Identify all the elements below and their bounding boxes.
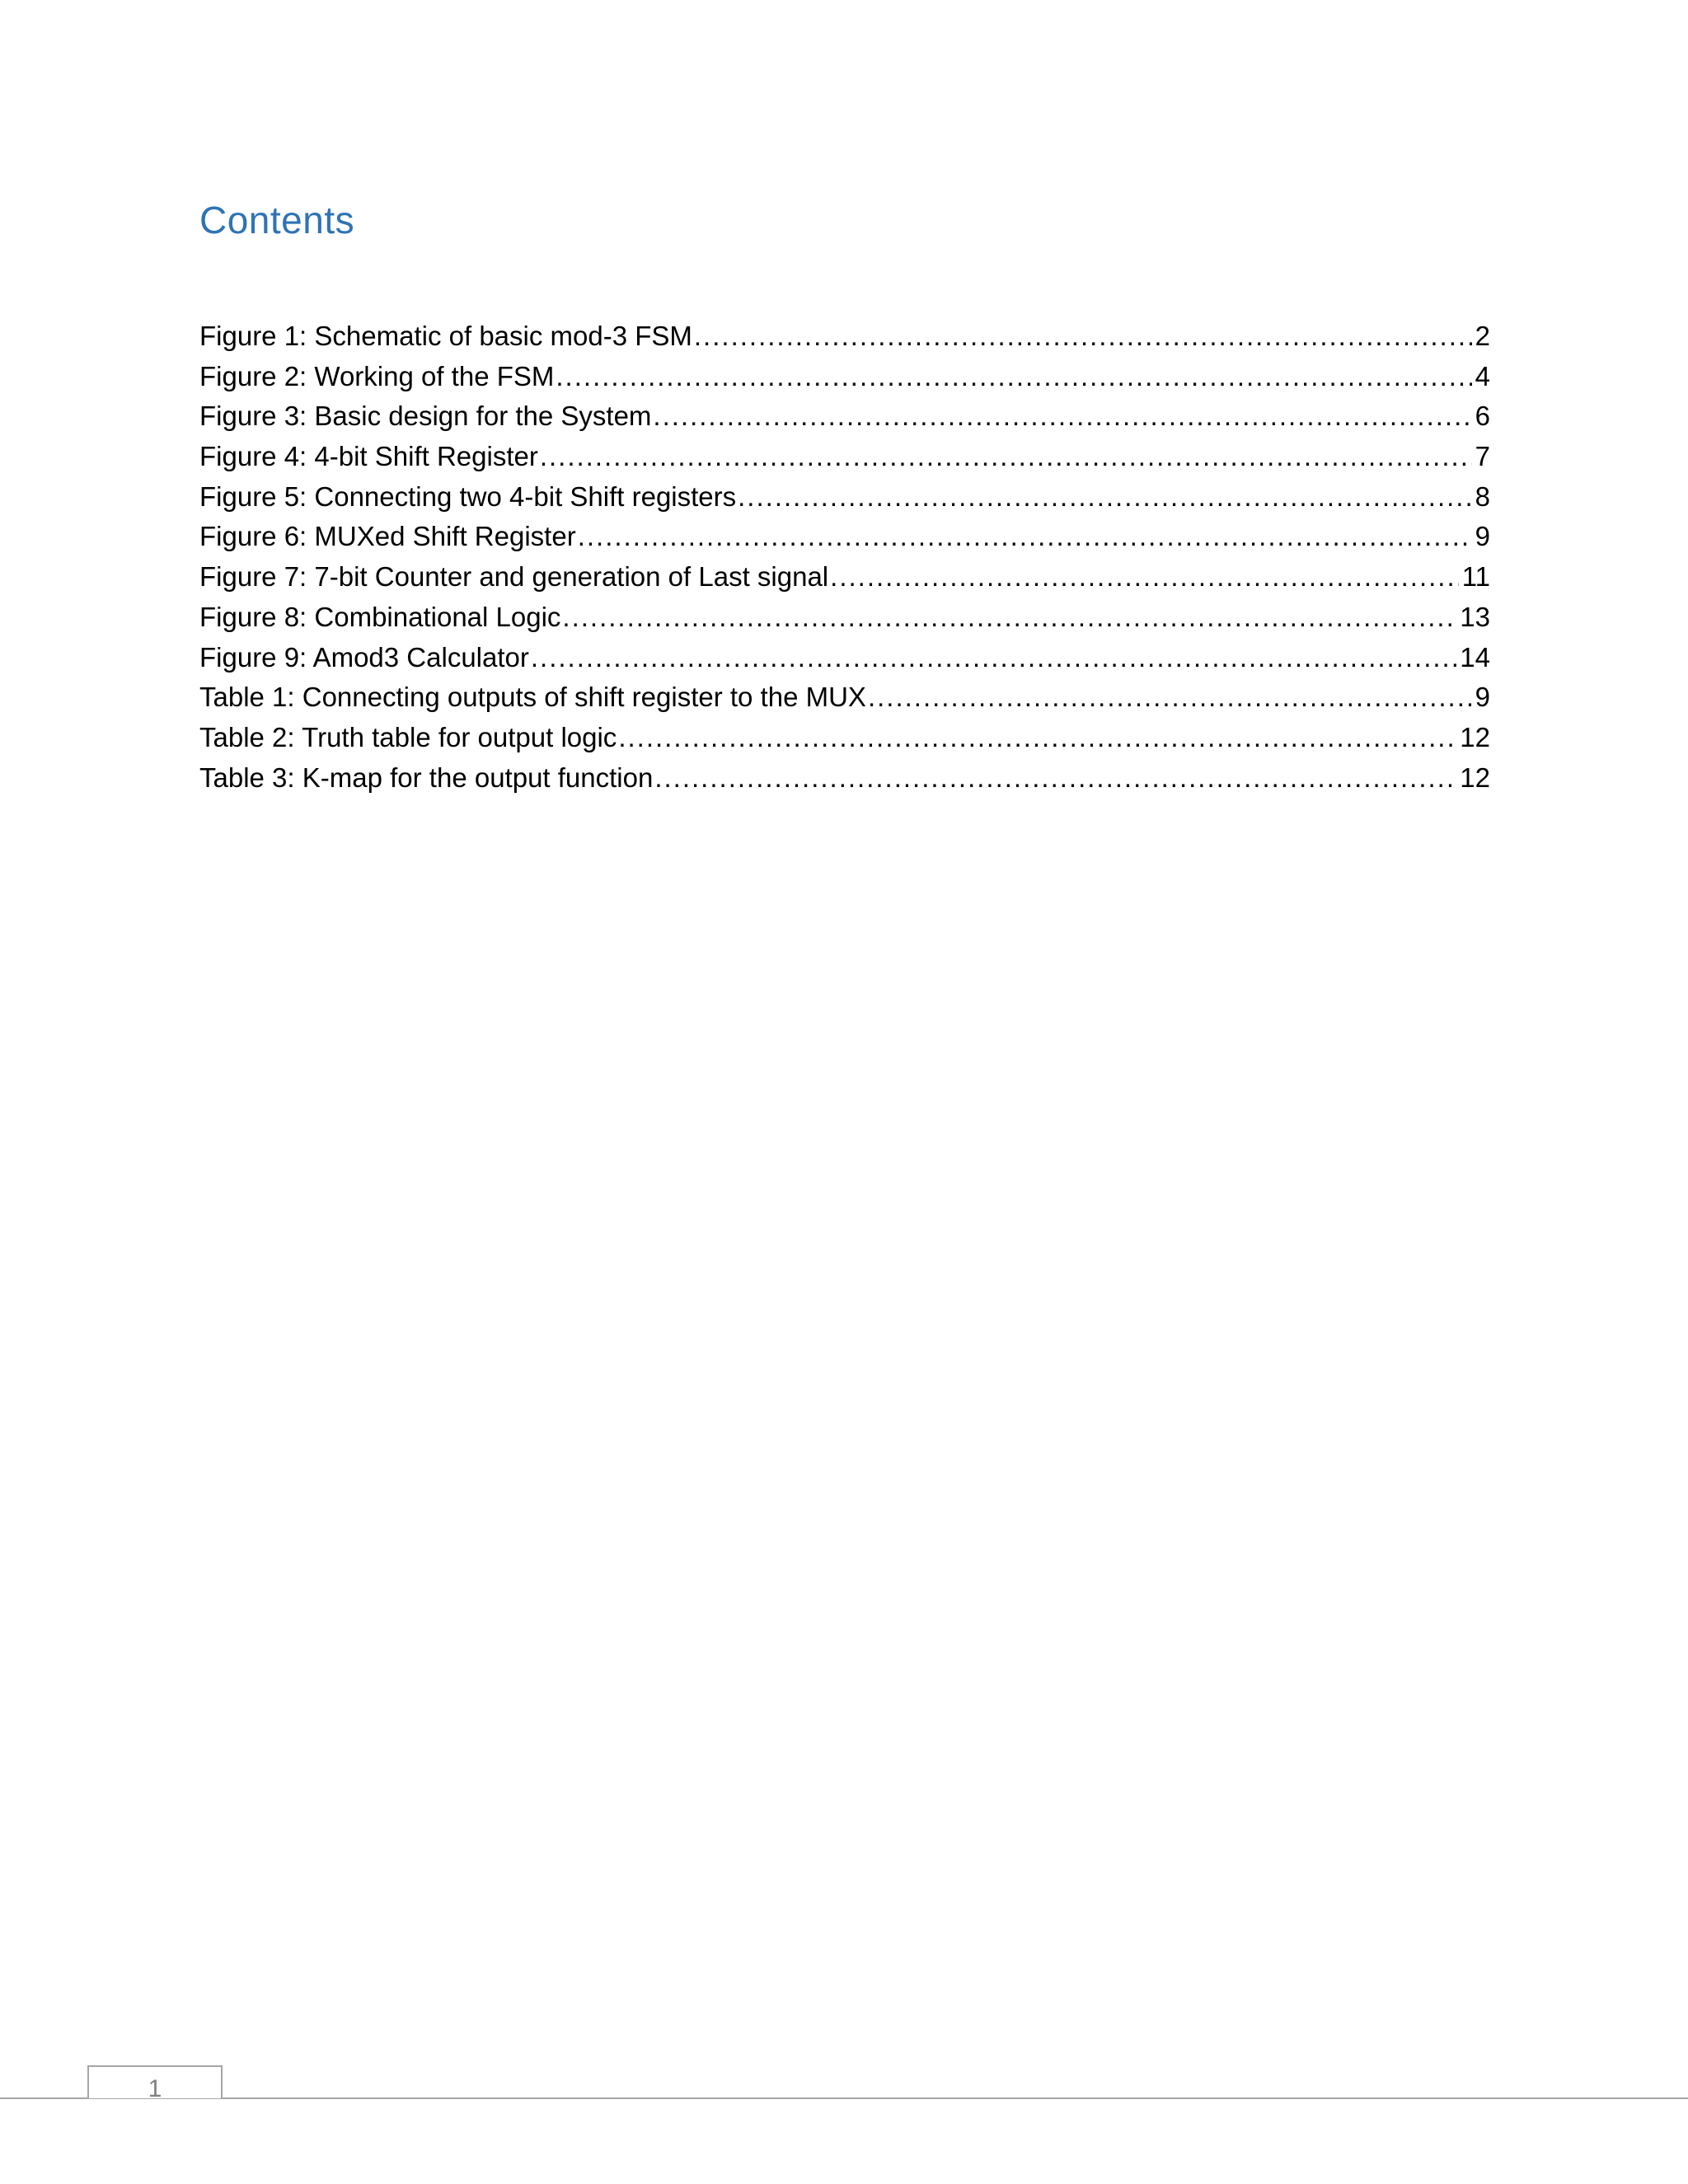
toc-dot-leader — [830, 557, 1459, 598]
toc-entry-page: 2 — [1475, 321, 1490, 351]
toc-entry-page: 8 — [1475, 480, 1490, 512]
table-of-figures — [199, 316, 1490, 798]
toc-dot-leader — [578, 517, 1472, 557]
toc-dot-leader — [618, 718, 1456, 758]
contents-heading: Contents — [199, 199, 355, 241]
toc-entry-label: Figure 3: Basic design for the System — [199, 401, 652, 432]
toc-entry[interactable] — [199, 437, 1490, 477]
toc-entry-page: 4 — [1475, 360, 1490, 391]
footer-rule — [0, 2097, 1688, 2099]
toc-entry-page: 9 — [1475, 682, 1490, 713]
toc-entry-label: Figure 5: Connecting two 4-bit Shift registers — [199, 480, 737, 512]
toc-entry-label: Table 2: Truth table for output logic — [199, 721, 617, 752]
toc-entry-label: Figure 4: 4-bit Shift Register — [199, 441, 538, 472]
toc-entry[interactable] — [199, 396, 1490, 437]
toc-entry[interactable] — [199, 357, 1490, 397]
toc-entry-label: Figure 8: Combinational Logic — [199, 601, 561, 632]
toc-entry[interactable] — [199, 557, 1490, 598]
toc-entry-page: 9 — [1475, 521, 1490, 552]
toc-dot-leader — [654, 758, 1456, 799]
toc-dot-leader — [694, 316, 1472, 357]
toc-entry-label: Figure 2: Working of the FSM — [199, 360, 555, 391]
toc-entry-page: 7 — [1475, 441, 1490, 472]
toc-dot-leader — [868, 677, 1472, 718]
toc-dot-leader — [556, 357, 1471, 397]
toc-entry-label: Figure 6: MUXed Shift Register — [199, 521, 576, 552]
toc-entry[interactable] — [199, 477, 1490, 518]
toc-entry[interactable] — [199, 758, 1490, 799]
toc-entry[interactable] — [199, 316, 1490, 357]
toc-entry-page: 11 — [1461, 561, 1490, 593]
toc-entry-page: 12 — [1460, 721, 1490, 752]
toc-entry-page: 14 — [1460, 641, 1490, 673]
toc-dot-leader — [653, 396, 1471, 437]
toc-entry[interactable] — [199, 718, 1490, 758]
toc-entry-page: 6 — [1475, 401, 1490, 432]
toc-entry[interactable] — [199, 517, 1490, 557]
toc-entry-page: 12 — [1460, 762, 1490, 793]
toc-dot-leader — [738, 477, 1472, 518]
toc-entry[interactable] — [199, 598, 1490, 638]
toc-dot-leader — [540, 437, 1472, 477]
toc-entry-label: Figure 9: Amod3 Calculator — [199, 641, 529, 673]
toc-entry-label: Table 1: Connecting outputs of shift register to the MUX — [199, 682, 866, 713]
toc-entry-label: Figure 1: Schematic of basic mod-3 FSM — [199, 321, 692, 351]
page-number: 1 — [148, 2075, 162, 2102]
toc-dot-leader — [562, 598, 1456, 638]
toc-entry-label: Figure 7: 7-bit Counter and generation of Last signal — [199, 561, 829, 593]
toc-dot-leader — [531, 638, 1456, 678]
toc-entry-label: Table 3: K-map for the output function — [199, 762, 654, 793]
toc-entry[interactable] — [199, 677, 1490, 718]
toc-entry-page: 13 — [1460, 601, 1490, 632]
toc-entry[interactable] — [199, 638, 1490, 678]
